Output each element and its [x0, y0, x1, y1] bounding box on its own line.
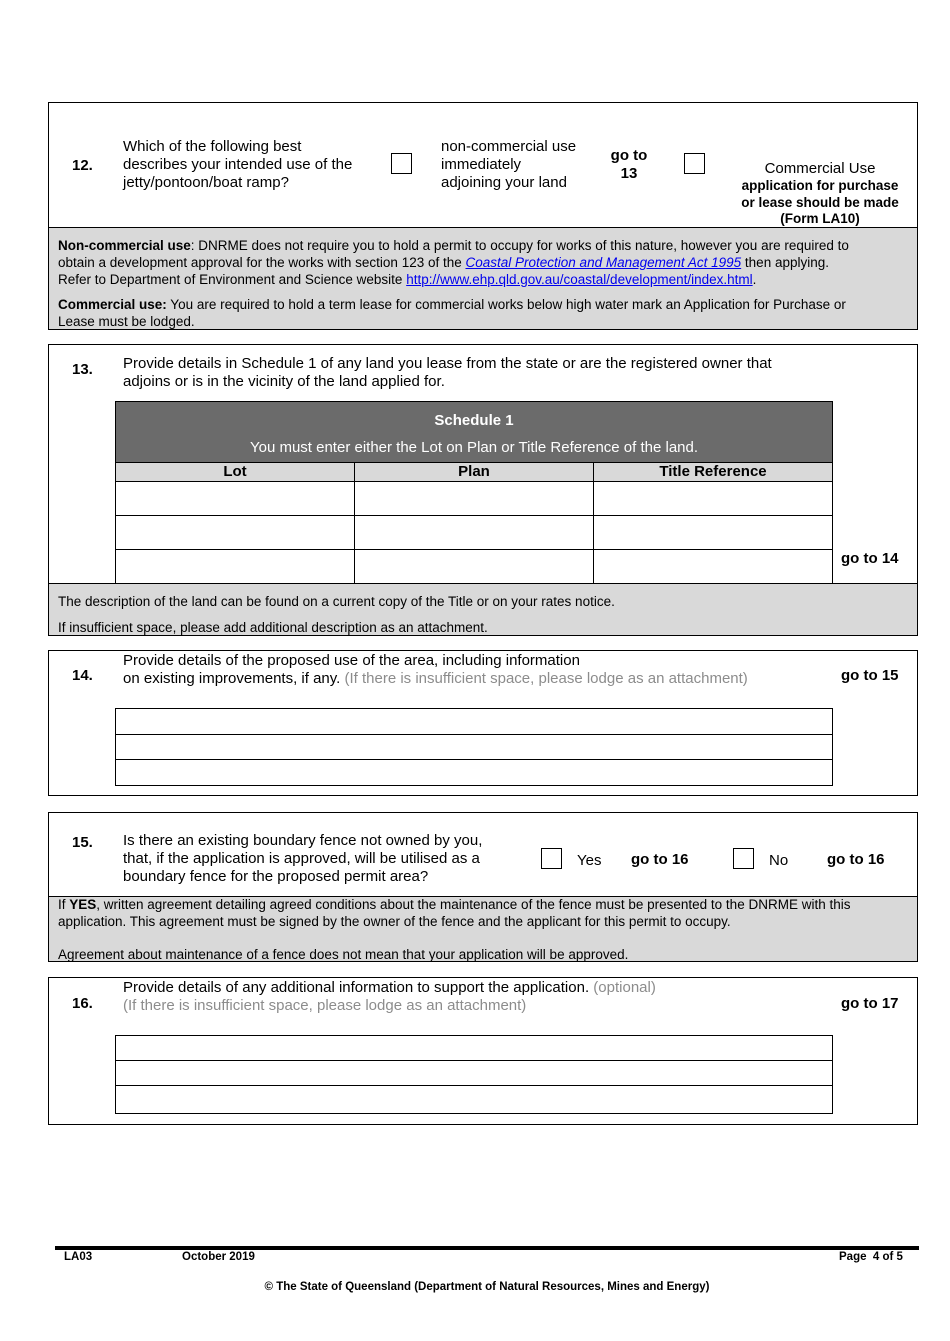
ehp-website-link[interactable]: http://www.ehp.qld.gov.au/coastal/development/index.html — [406, 272, 753, 287]
q12-goto-13: go to 13 — [610, 147, 648, 182]
q12-question: Which of the following best describes your intended use of the jetty/pontoon/boat ramp? — [123, 138, 353, 191]
q12-noncommercial-note: Non-commercial use: DNRME does not require you to hold a permit to occupy for works of this nature, however you are required to obtain a development approval for the works with section 123 of the Coastal Protection and Management Act 1995 then applying. Refer to Department of Environment and Science website http://www.ehp.qld.gov.au/coastal/development/index.html. — [58, 238, 849, 287]
schedule-1-title: Schedule 1 — [434, 412, 514, 429]
q16-hint: (If there is insufficient space, please lodge as an attachment) — [123, 997, 527, 1014]
q12-number: 12. — [72, 157, 93, 174]
q15-yes-checkbox[interactable] — [541, 848, 562, 869]
q14-question: Provide details of the proposed use of the area, including information on existing improvements, if any. (If there is insufficient space, please lodge as an attachment) — [123, 652, 748, 687]
q15-no-goto-16: go to 16 — [827, 851, 885, 868]
q12-option-commercial-label: Commercial Use application for purchase or lease should be made (Form LA10) — [741, 160, 899, 226]
q16-goto-17: go to 17 — [841, 995, 899, 1012]
schedule-row2-title-input[interactable] — [593, 515, 833, 550]
q16-details-line-1[interactable] — [115, 1035, 833, 1061]
q13-note-2: If insufficient space, please add additional description as an attachment. — [58, 620, 488, 635]
schedule-row1-plan-input[interactable] — [354, 481, 594, 516]
q13-goto-divider — [832, 549, 833, 584]
q14-number: 14. — [72, 667, 93, 684]
q13-goto-14: go to 14 — [841, 550, 899, 567]
q14-goto-15: go to 15 — [841, 667, 899, 684]
schedule-1-header — [115, 401, 833, 462]
q14-hint: (If there is insufficient space, please lodge as an attachment) — [344, 670, 748, 687]
schedule-row3-lot-input[interactable] — [115, 549, 355, 584]
q12-commercial-note: Commercial use: You are required to hold a term lease for commercial works below high water mark an Application for Purchase or Lease must be lodged. — [58, 297, 846, 329]
q13-question: Provide details in Schedule 1 of any land you lease from the state or are the registered owner that adjoins or is in the vicinity of the land applied for. — [123, 355, 772, 390]
schedule-row1-lot-input[interactable] — [115, 481, 355, 516]
q12-noncommercial-checkbox[interactable] — [391, 153, 412, 174]
q16-details-line-3[interactable] — [115, 1085, 833, 1114]
q15-note: If YES, written agreement detailing agreed conditions about the maintenance of the fence must be presented to the DNRME with this application. This agreement must be signed by the owner of the fence and the applicant for this permit to occupy. Agreement about maintenance of a fence does not mean that your application will be approved. — [58, 897, 851, 962]
q12-commercial-checkbox[interactable] — [684, 153, 705, 174]
footer-rule — [55, 1246, 919, 1250]
q14-details-line-3[interactable] — [115, 759, 833, 786]
q15-yes-goto-16: go to 16 — [631, 851, 689, 868]
q16-details-line-2[interactable] — [115, 1060, 833, 1086]
q15-number: 15. — [72, 834, 93, 851]
schedule-col-plan: Plan — [354, 462, 594, 482]
schedule-row1-title-input[interactable] — [593, 481, 833, 516]
schedule-1-subtitle: You must enter either the Lot on Plan or Title Reference of the land. — [249, 439, 699, 456]
q15-no-checkbox[interactable] — [733, 848, 754, 869]
coastal-act-link[interactable]: Coastal Protection and Management Act 1995 — [465, 255, 742, 270]
q14-details-line-1[interactable] — [115, 708, 833, 735]
schedule-row3-title-input[interactable] — [593, 549, 833, 584]
schedule-row3-plan-input[interactable] — [354, 549, 594, 584]
footer-date: October 2019 — [182, 1251, 255, 1263]
q16-number: 16. — [72, 995, 93, 1012]
q13-note-1: The description of the land can be found on a current copy of the Title or on your rates notice. — [58, 594, 615, 609]
q16-optional: (optional) — [593, 979, 656, 996]
footer-copyright: © The State of Queensland (Department of Natural Resources, Mines and Energy) — [264, 1281, 710, 1293]
q14-details-line-2[interactable] — [115, 734, 833, 760]
schedule-col-lot: Lot — [115, 462, 355, 482]
schedule-row2-plan-input[interactable] — [354, 515, 594, 550]
schedule-row2-lot-input[interactable] — [115, 515, 355, 550]
footer-form-code: LA03 — [64, 1251, 93, 1263]
schedule-col-title-reference: Title Reference — [593, 462, 833, 482]
q13-number: 13. — [72, 361, 93, 378]
footer-page-number: Page 4 of 5 — [839, 1251, 903, 1263]
q12-option-noncommercial-label: non-commercial use immediately adjoining your land — [441, 138, 577, 191]
q16-question: Provide details of any additional information to support the application. (optional) (If there is insufficient space, please lodge as an attachment) — [123, 979, 833, 1015]
q15-yes-label: Yes — [577, 852, 602, 869]
q15-question: Is there an existing boundary fence not owned by you, that, if the application is approved, will be utilised as a boundary fence for the proposed permit area? — [123, 832, 483, 885]
q15-no-label: No — [769, 852, 789, 869]
